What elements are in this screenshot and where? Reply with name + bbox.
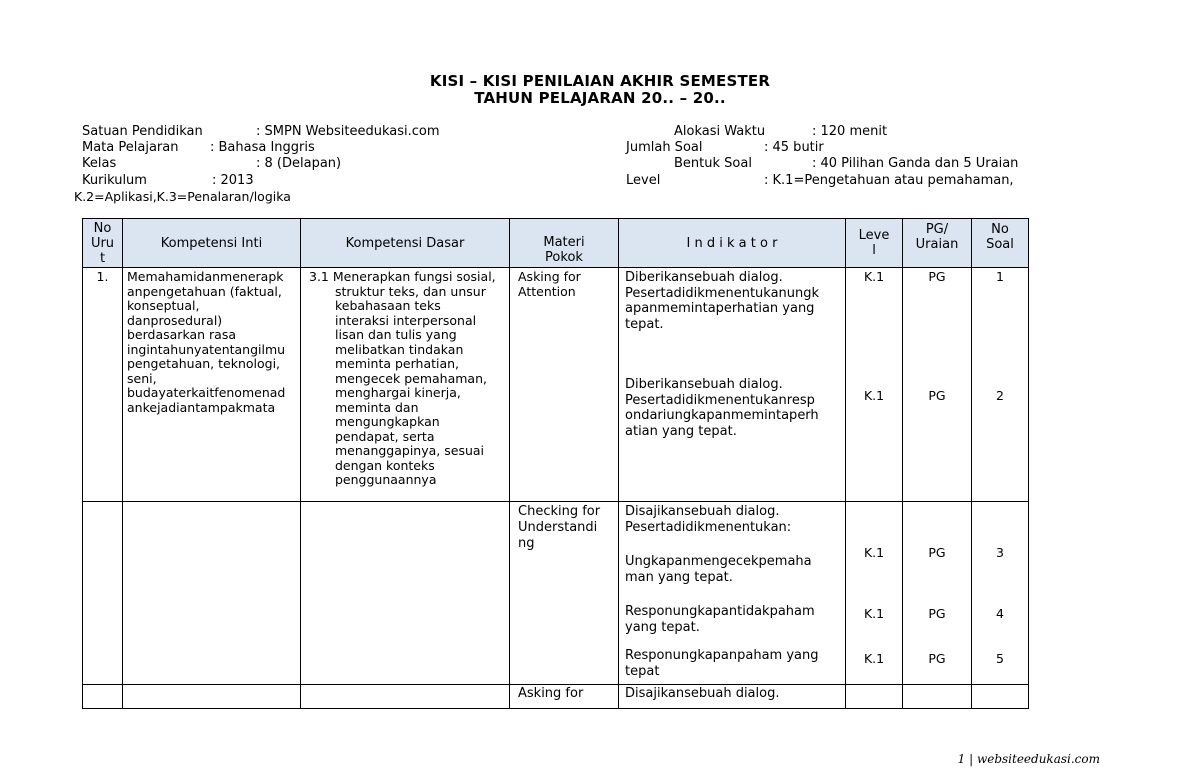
kurikulum-label: Kurikulum (82, 173, 147, 188)
row1-materi-pokok: Asking for Attention (510, 268, 619, 502)
mapel-value: : Bahasa Inggris (210, 140, 315, 155)
alokasi-label: Alokasi Waktu (674, 124, 766, 139)
row1-indikator: Diberikansebuah dialog. Pesertadidikmenentukanungk apanmemintaperhatian yang tepat. Diberikansebuah dialog. Pesertadidikmenentukanresp ondariungkapanmemintaperh atian yang tepat. (619, 268, 846, 502)
level-label: Level (626, 173, 661, 188)
document-subtitle: TAHUN PELAJARAN 20.. – 20.. (474, 89, 726, 107)
row2-no (83, 502, 123, 685)
header-kompetensi-dasar: Kompetensi Dasar (301, 219, 510, 268)
kurikulum-value: : 2013 (212, 173, 254, 188)
kisi-table (82, 218, 1029, 709)
header-no-urut: No Uru t (83, 219, 123, 268)
alokasi-value: : 120 menit (812, 124, 888, 139)
row3-indikator: Disajikansebuah dialog. (619, 685, 846, 709)
row1-level: K.1 K.1 (846, 268, 903, 502)
table-row (83, 502, 1029, 685)
jumlah-label: Jumlah Soal (626, 140, 703, 155)
satuan-value: : SMPN Websiteedukasi.com (256, 124, 440, 139)
row3-pg (903, 685, 972, 709)
kelas-value: : 8 (Delapan) (256, 156, 342, 171)
row2-kompetensi-inti (123, 502, 301, 685)
header-materi-pokok: Materi Pokok (510, 219, 619, 268)
row2-indikator: Disajikansebuah dialog. Pesertadidikmenentukan: Ungkapanmengecekpemaha man yang tepat. Responungkapantidakpaham yang tepat. Responungkapanpaham yang tepat (619, 502, 846, 685)
kelas-label: Kelas (82, 156, 117, 171)
row1-kompetensi-inti: Memahamidanmenerapk anpengetahuan (faktual, konseptual, danprosedural) berdasarkan rasa ingintahunyatentangilmu pengetahuan, teknologi, seni, budayaterkaitfenomenad ankejadiantampakmata (123, 268, 301, 502)
header-indikator: I n d i k a t o r (619, 219, 846, 268)
row2-materi-pokok: Checking for Understandi ng (510, 502, 619, 685)
header-pg-uraian: PG/ Uraian (903, 219, 972, 268)
jumlah-value: : 45 butir (764, 140, 824, 155)
bentuk-label: Bentuk Soal (674, 156, 752, 171)
row3-materi-pokok: Asking for (510, 685, 619, 709)
row1-kompetensi-dasar: 3.1 Menerapkan fungsi sosial, struktur teks, dan unsur kebahasaan teks interaksi interpersonal lisan dan tulis yang melibatkan tindakan meminta perhatian, mengecek pemahaman, menghargai kinerja, meminta dan mengungkapkan pendapat, serta menanggapinya, sesuai dengan konteks penggunaannya (301, 268, 510, 502)
header-no-soal: No Soal (972, 219, 1029, 268)
row2-no-soal: 3 4 5 (972, 502, 1029, 685)
table-row (83, 685, 1029, 709)
row1-no-soal: 1 2 (972, 268, 1029, 502)
row1-pg: PG PG (903, 268, 972, 502)
row3-level (846, 685, 903, 709)
row1-no: 1. (83, 268, 123, 502)
row2-kompetensi-dasar (301, 502, 510, 685)
satuan-label: Satuan Pendidikan (82, 124, 203, 139)
table-header-row (83, 219, 1029, 268)
row3-no-soal (972, 685, 1029, 709)
row2-level: K.1 K.1 K.1 (846, 502, 903, 685)
page-footer: 1 | websiteedukasi.com (957, 752, 1100, 766)
row3-kompetensi-dasar (301, 685, 510, 709)
level-value: : K.1=Pengetahuan atau pemahaman, (764, 173, 1014, 188)
row3-no (83, 685, 123, 709)
table-row (83, 268, 1029, 502)
header-kompetensi-inti: Kompetensi Inti (123, 219, 301, 268)
row3-kompetensi-inti (123, 685, 301, 709)
bentuk-value: : 40 Pilihan Ganda dan 5 Uraian (812, 156, 1019, 171)
level-continuation: K.2=Aplikasi,K.3=Penalaran/logika (74, 189, 291, 204)
mapel-label: Mata Pelajaran (82, 140, 179, 155)
header-level: Leve l (846, 219, 903, 268)
document-title: KISI – KISI PENILAIAN AKHIR SEMESTER (429, 72, 771, 90)
row2-pg: PG PG PG (903, 502, 972, 685)
